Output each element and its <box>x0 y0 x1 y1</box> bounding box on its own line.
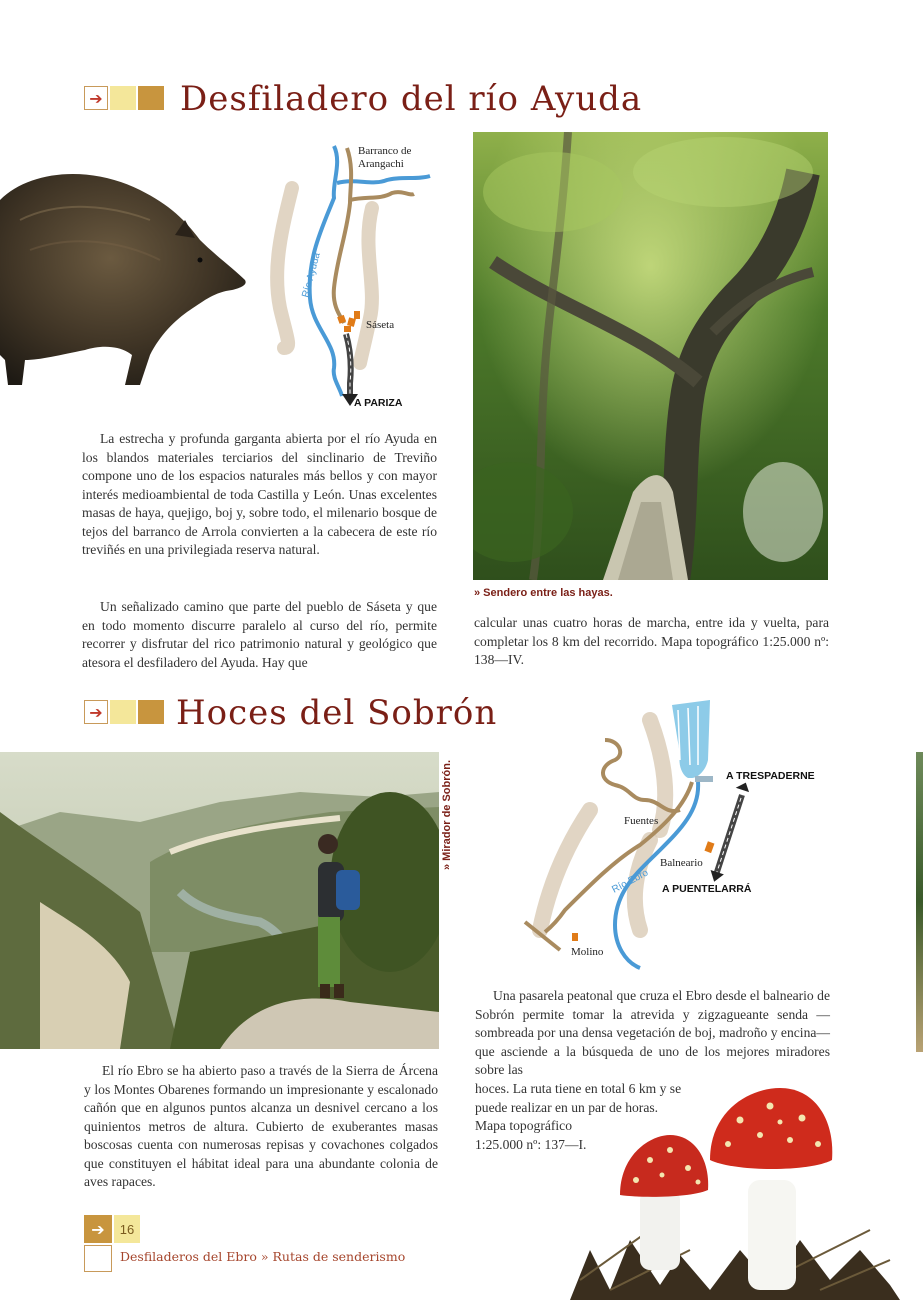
section1-marker <box>84 86 164 110</box>
page-number: 16 <box>119 1221 135 1237</box>
adjacent-page-photo-strip <box>916 752 923 1052</box>
section2-right-line-2: puede realizar en un par de horas. <box>475 1099 659 1115</box>
section1-paragraph-2-continued <box>474 614 829 670</box>
sobron-route-map <box>520 700 820 970</box>
section1-paragraph-2 <box>82 598 437 672</box>
map-destination-trespaderne: A TRESPADERNE <box>726 770 815 782</box>
sobron-photo-caption-text: » Mirador de Sobrón. <box>441 759 453 870</box>
marker-block-pale <box>110 86 136 110</box>
section2-right-line-1: hoces. La ruta tiene en total 6 km y se <box>475 1081 682 1096</box>
map-label-river-ayuda: Río Ayuda <box>300 251 323 299</box>
section2-right-line-3: Mapa topográfico <box>475 1118 573 1133</box>
footer-arrow-box <box>84 1215 112 1243</box>
wild-boar-illustration <box>0 160 250 390</box>
arrow-right-icon: ➔ <box>84 86 108 110</box>
map-destination-puentelarra: A PUENTELARRÁ <box>662 883 752 895</box>
arrow-right-icon: ➔ <box>84 700 108 724</box>
section1-paragraph-1-text: La estrecha y profunda garganta abierta por el río Ayuda en los blandos materiales terciarios del sinclinario de Treviño compone uno de los espacios naturales más bellos y con mayor interés medioambiental de toda Castilla y León. Unas excelentes masas de haya, quejigo, boj y, sobre todo, el milenario bosque de tejos del barranco de Arrola convierten a la cabecera de este río treviñés en una privilegiada reserva natural. <box>82 431 437 557</box>
section2-paragraph-left <box>84 1062 438 1192</box>
section1-paragraph-1 <box>82 430 437 560</box>
footer-page-number-box <box>114 1215 140 1243</box>
section1-paragraph-2-text: Un señalizado camino que parte del pueblo de Sáseta y que en todo momento discurre paralelo al curso del río, permite recorrer y disfrutar del rico patrimonio natural y geológico que atesora el desfiladero del Ayuda. Hay que <box>82 599 437 670</box>
sobron-photo-caption <box>441 752 457 870</box>
sobron-viewpoint-photo <box>0 752 439 1049</box>
forest-photo-caption: » Sendero entre las hayas. <box>474 587 613 599</box>
footer-empty-box <box>84 1245 112 1272</box>
map-label-fuentes: Fuentes <box>624 815 659 827</box>
section1-title: Desfiladero del río Ayuda <box>180 79 643 119</box>
section2-marker <box>84 700 164 724</box>
section2-right-line-4: 1:25.000 nº: 137—I. <box>475 1136 587 1152</box>
map-label-barranco-1: Barranco de <box>358 145 412 157</box>
map-destination-pariza: A PARIZA <box>354 397 403 409</box>
section1-paragraph-2-cont-text: calcular unas cuatro horas de marcha, entre ida y vuelta, para completar los 8 km del recorrido. Mapa topográfico 1:25.000 nº: 138—IV. <box>474 615 829 667</box>
section2-paragraph-right-text: Una pasarela peatonal que cruza el Ebro desde el balneario de Sobrón permite tomar la atrevida y zigzagueante senda —sombreada por una densa vegetación de boj, madroño y encina— que asciende a la búsqueda de uno de los mejores miradores sobre las <box>475 988 830 1077</box>
mushroom-illustration <box>570 1080 900 1300</box>
marker-block-gold <box>138 700 164 724</box>
map-label-molino: Molino <box>571 946 604 958</box>
map-label-barranco-2: Arangachi <box>358 158 404 170</box>
section2-paragraph-left-text: El río Ebro se ha abierto paso a través de la Sierra de Árcena y los Montes Obarenes formando un impresionante y escalonado cañón que en algunos puntos alcanza un desnivel cercano a los quinientos metros de altura. Cubierto de exuberantes masas boscosas cuenta con numerosas repisas y covachones colgados que constituyen el hábitat ideal para una abundante colonia de aves rapaces. <box>84 1063 438 1189</box>
section2-paragraph-right <box>475 987 830 1080</box>
map-label-balneario: Balneario <box>660 857 703 869</box>
marker-block-gold <box>138 86 164 110</box>
arrow-right-icon: ➔ <box>91 1219 105 1239</box>
section2-title: Hoces del Sobrón <box>176 693 498 733</box>
ayuda-route-map <box>262 138 462 413</box>
footer-running-title: Desfiladeros del Ebro » Rutas de senderismo <box>120 1249 406 1264</box>
map-label-river-ebro: Río Ebro <box>610 867 651 896</box>
marker-block-pale <box>110 700 136 724</box>
beech-forest-photo <box>473 132 828 580</box>
map-label-saseta: Sáseta <box>366 319 395 331</box>
